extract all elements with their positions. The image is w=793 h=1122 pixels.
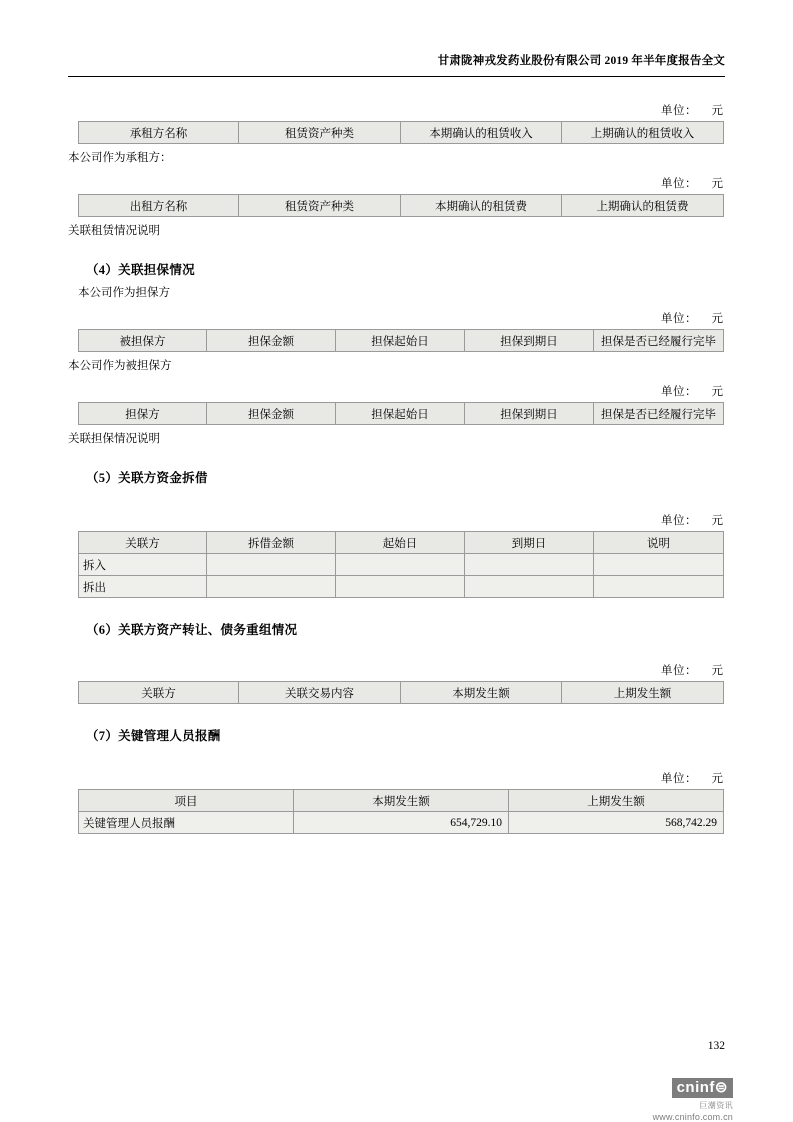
asset-transfer-table xyxy=(78,681,724,704)
cell xyxy=(465,576,594,598)
column-header: 担保到期日 xyxy=(465,330,594,352)
table-header-row xyxy=(79,403,724,425)
column-header: 上期发生额 xyxy=(509,790,724,812)
column-header: 被担保方 xyxy=(79,330,207,352)
unit-label: 单位： xyxy=(661,515,697,527)
unit-line xyxy=(68,662,725,678)
unit-line xyxy=(68,310,725,326)
cell-item-name: 关键管理人员报酬 xyxy=(79,812,294,834)
guaranteed-table xyxy=(78,402,724,425)
table-row xyxy=(79,554,724,576)
lessee-income-table xyxy=(78,121,724,144)
related-party-borrowing-table xyxy=(78,531,724,598)
unit-line xyxy=(68,102,725,118)
lease-note-text: 关联租赁情况说明 xyxy=(68,225,160,237)
column-header: 本期确认的租赁费 xyxy=(401,195,562,217)
footer-logo xyxy=(653,1078,733,1122)
column-header: 担保方 xyxy=(79,403,207,425)
column-header: 担保到期日 xyxy=(465,403,594,425)
column-header: 上期发生额 xyxy=(562,682,724,704)
cninfo-logo-subtitle: 巨潮资讯 xyxy=(699,1101,733,1111)
unit-line xyxy=(68,770,725,786)
table-row xyxy=(79,576,724,598)
cell xyxy=(207,554,336,576)
column-header: 担保起始日 xyxy=(336,403,465,425)
cell xyxy=(594,554,724,576)
cell-current-period-amount: 654,729.10 xyxy=(294,812,509,834)
cell-prior-period-amount: 568,742.29 xyxy=(509,812,724,834)
cell xyxy=(594,576,724,598)
unit-value: 元 xyxy=(711,105,723,117)
table-header-row xyxy=(79,532,724,554)
unit-value: 元 xyxy=(711,773,723,785)
unit-line xyxy=(68,175,725,191)
unit-value: 元 xyxy=(711,313,723,325)
unit-label: 单位： xyxy=(661,313,697,325)
unit-label: 单位： xyxy=(661,665,697,677)
column-header: 关联方 xyxy=(79,682,239,704)
cninfo-logo xyxy=(672,1078,733,1098)
page-number: 132 xyxy=(707,1040,725,1052)
column-header: 上期确认的租赁收入 xyxy=(562,122,724,144)
cell xyxy=(465,554,594,576)
unit-label: 单位： xyxy=(661,178,697,190)
cell xyxy=(336,576,465,598)
lessor-expense-table xyxy=(78,194,724,217)
column-header: 到期日 xyxy=(465,532,594,554)
section-heading-4: （4）关联担保情况 xyxy=(86,263,195,277)
unit-label: 单位： xyxy=(661,773,697,785)
company-as-guarantor-text: 本公司作为担保方 xyxy=(78,287,170,299)
guarantee-note-text: 关联担保情况说明 xyxy=(68,433,160,445)
unit-line xyxy=(68,383,725,399)
section-heading-7: （7）关键管理人员报酬 xyxy=(86,729,221,743)
unit-label: 单位： xyxy=(661,105,697,117)
unit-label: 单位： xyxy=(661,386,697,398)
column-header: 起始日 xyxy=(336,532,465,554)
column-header: 承租方名称 xyxy=(79,122,239,144)
table-header-row xyxy=(79,122,724,144)
column-header: 担保是否已经履行完毕 xyxy=(594,330,724,352)
column-header: 租赁资产种类 xyxy=(239,122,401,144)
guarantor-table xyxy=(78,329,724,352)
column-header: 租赁资产种类 xyxy=(239,195,401,217)
column-header: 上期确认的租赁费 xyxy=(562,195,724,217)
unit-value: 元 xyxy=(711,665,723,677)
column-header: 担保起始日 xyxy=(336,330,465,352)
table-header-row xyxy=(79,330,724,352)
running-header: 甘肃陇神戎发药业股份有限公司 2019 年半年度报告全文 xyxy=(437,55,725,67)
column-header: 担保金额 xyxy=(207,403,336,425)
company-as-lessee-text: 本公司作为承租方： xyxy=(68,152,172,164)
cell xyxy=(336,554,465,576)
cninfo-url: www.cninfo.com.cn xyxy=(652,1112,733,1122)
cell: 拆出 xyxy=(79,576,207,598)
column-header: 本期发生额 xyxy=(294,790,509,812)
cell xyxy=(207,576,336,598)
column-header: 关联方 xyxy=(79,532,207,554)
table-row xyxy=(79,812,724,834)
cninfo-logo-mark: ⊜ xyxy=(714,1079,728,1096)
section-heading-6: （6）关联方资产转让、债务重组情况 xyxy=(86,623,298,637)
column-header: 本期发生额 xyxy=(401,682,562,704)
column-header: 担保金额 xyxy=(207,330,336,352)
column-header: 关联交易内容 xyxy=(239,682,401,704)
unit-value: 元 xyxy=(711,178,723,190)
company-as-guaranteed-text: 本公司作为被担保方 xyxy=(68,360,172,372)
column-header: 本期确认的租赁收入 xyxy=(401,122,562,144)
column-header: 担保是否已经履行完毕 xyxy=(594,403,724,425)
table-header-row xyxy=(79,682,724,704)
cninfo-logo-text: cninf xyxy=(676,1079,715,1096)
column-header: 项目 xyxy=(79,790,294,812)
column-header: 拆借金额 xyxy=(207,532,336,554)
table-header-row xyxy=(79,195,724,217)
column-header: 出租方名称 xyxy=(79,195,239,217)
column-header: 说明 xyxy=(594,532,724,554)
unit-value: 元 xyxy=(711,386,723,398)
cell: 拆入 xyxy=(79,554,207,576)
unit-value: 元 xyxy=(711,515,723,527)
key-management-remuneration-table xyxy=(78,789,724,834)
table-header-row xyxy=(79,790,724,812)
section-heading-5: （5）关联方资金拆借 xyxy=(86,471,208,485)
page-content xyxy=(68,92,725,834)
unit-line xyxy=(68,512,725,528)
header-divider xyxy=(68,76,725,77)
